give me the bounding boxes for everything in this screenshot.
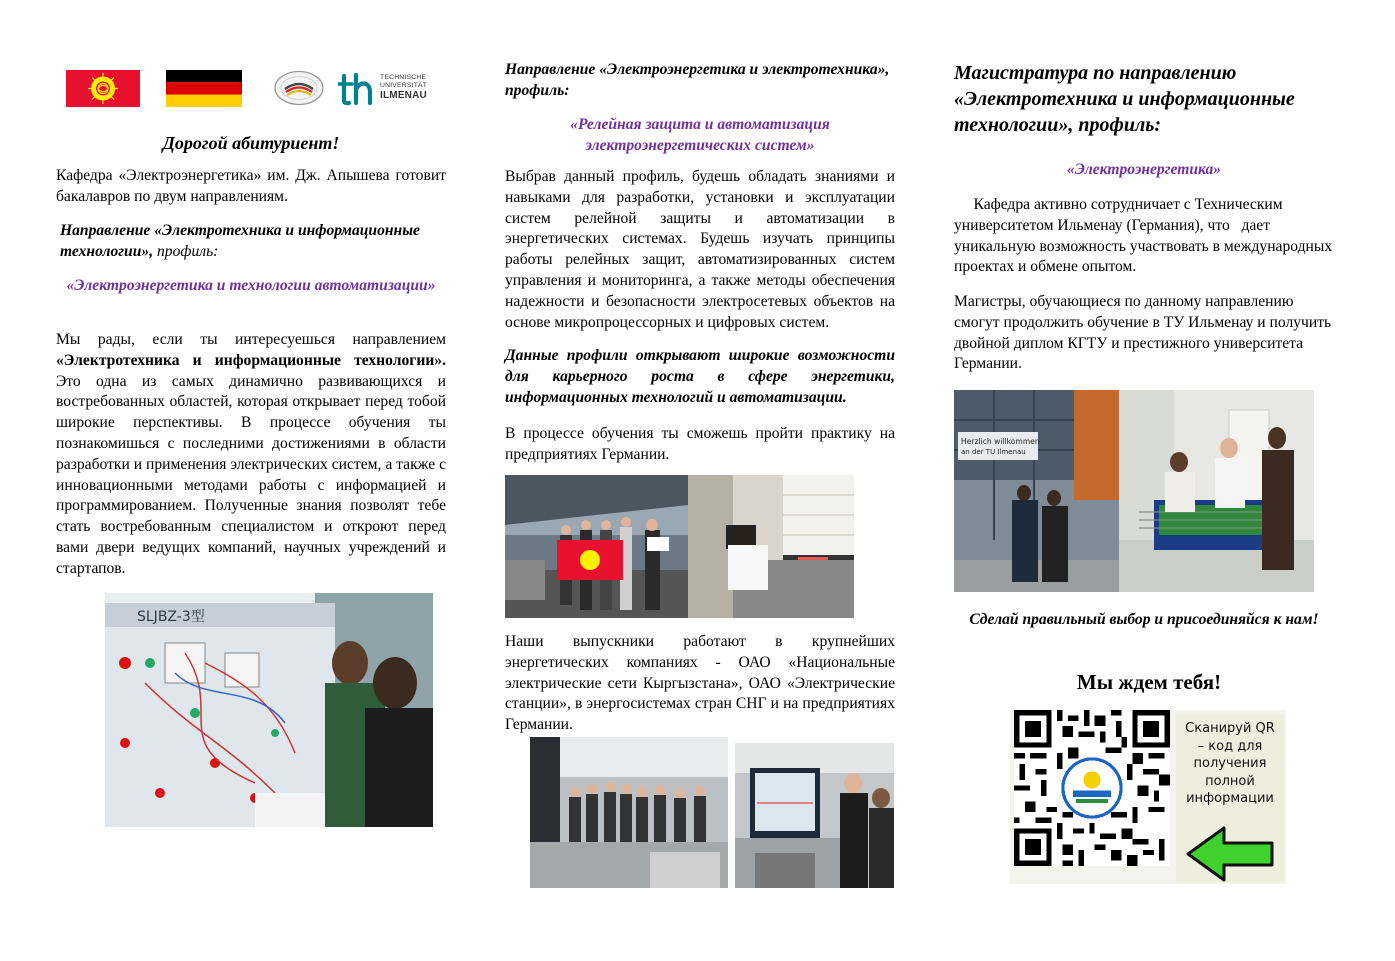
tu-logo-line3: ILMENAU: [380, 90, 427, 101]
body-text: [56, 330, 446, 580]
greeting-heading: Дорогой абитуриент!: [162, 133, 340, 153]
welcome-sign-line2: an der TU Ilmenau: [961, 448, 1026, 456]
practice-text: В процессе обучения ты сможешь пройти практику на предприятиях Германии.: [505, 425, 895, 463]
left-arrow-icon: [1186, 826, 1276, 882]
body-bold: «Электротехника и информационные технологии».: [56, 351, 446, 369]
foosball-photo-illustration: [1119, 390, 1314, 592]
body-start: Мы рады, если ты интересуешься направлением: [56, 331, 446, 348]
tu-ilmenau-visit-photo: [954, 390, 1119, 592]
direction-heading-2: Направление «Электроэнергетика и электротехника», профиль:: [505, 61, 890, 99]
tu-ilmenau-visit-photo-illustration: [954, 390, 1119, 592]
qr-block: [1010, 710, 1286, 884]
body-rest: Это одна из самых динамично развивающихся и востребованных областей, которая открывает перед тобой широкие перспективы. В процессе обучения ты познакомишься с последними достижениями в области разработки и применения электрических систем, а также с инновационными методами работы с информацией и программированием. Полученные знания позволят тебе стать востребованным специалистом и откроют перед вами двери ведущих компаний, научных учреждений и стартапов.: [56, 372, 446, 577]
kyrgyz-flag-icon: [66, 70, 140, 107]
foosball-photo: [1119, 390, 1314, 592]
profile-name: «Электроэнергетика и технологии автоматизации»: [66, 277, 436, 294]
lab-computer-photo: [688, 475, 854, 618]
waiting-heading: Мы ждем тебя!: [1076, 670, 1222, 694]
profile-name-2: «Релейная защита и автоматизация электроэнергетических систем»: [570, 116, 830, 154]
tu-ilmenau-logo: [338, 70, 430, 106]
german-flag-icon: [166, 70, 242, 107]
tu-logo-line2: UNIVERSITÄT: [380, 82, 428, 89]
double-degree-text: Магистры, обучающиеся по данному направлению смогут продолжить обучение в ТУ Ильменау и получить двойной диплом КГТУ и престижного университета Германии.: [954, 293, 1332, 373]
qr-note-panel: [1176, 714, 1284, 882]
monitor-lab-photo: [735, 743, 894, 888]
group-lab-photo-illustration: [530, 737, 728, 888]
group-flag-photo: [505, 475, 688, 618]
graduates-text: Наши выпускники работают в крупнейших энергетических компаниях - ОАО «Национальные электрические сети Кыргызстана», ОАО «Электрические станции», в энергосистемах стран СНГ и на предприятиях Германии.: [505, 633, 895, 734]
intro-text: Кафедра «Электроэнергетика» им. Дж. Апышева готовит бакалавров по двум направлениям.: [56, 167, 446, 205]
direction-text: [60, 221, 446, 263]
qr-note-text: Сканируй QR – код для получения полной информации: [1185, 721, 1275, 806]
lab-sign: SLJBZ-3型: [137, 609, 205, 625]
tu-logo-line1: TECHNISCHE: [380, 74, 427, 81]
group-lab-photo: [530, 737, 728, 888]
masters-profile: «Электроэнергетика»: [1066, 161, 1222, 178]
masters-title: Магистратура по направлению «Электротехника и информационные технологии», профиль:: [954, 62, 1295, 136]
lab-photo: [105, 593, 433, 827]
career-text: Данные профили открывают широкие возможности для карьерного роста в сфере энергетики, информационных технологий и автоматизации.: [505, 347, 895, 406]
qr-code-icon[interactable]: [1014, 710, 1170, 866]
profile-description: Выбрав данный профиль, будешь обладать знаниями и навыками для разработки, установки и эксплуатации систем релейной защиты и автоматизации в энергетических системах. Будешь изучать принципы работы релейных защит, автоматизированных систем управления и мониторинга, а также методы обеспечения надежности и безопасности электросетевых объектов на основе микропроцессорных и цифровых систем.: [505, 168, 895, 331]
lab-computer-photo-illustration: [688, 475, 854, 618]
university-emblem-icon: [273, 70, 325, 106]
direction-suffix: профиль:: [153, 242, 219, 260]
cooperation-text: Кафедра активно сотрудничает с Техническим университетом Ильменау (Германия), что дает уникальную возможность участвовать в международных проектах и обмене опытом.: [954, 196, 1337, 276]
tu-ilmenau-logo-icon: [338, 72, 378, 106]
direction-label: Направление «Электротехника и информационные технологии»,: [60, 222, 420, 260]
cta-text: Сделай правильный выбор и присоединяйся к нам!: [969, 611, 1319, 628]
lab-photo-illustration: [105, 593, 433, 827]
welcome-sign-line1: Herzlich willkommen: [961, 437, 1040, 446]
monitor-lab-photo-illustration: [735, 743, 894, 888]
group-flag-photo-illustration: [505, 475, 688, 618]
